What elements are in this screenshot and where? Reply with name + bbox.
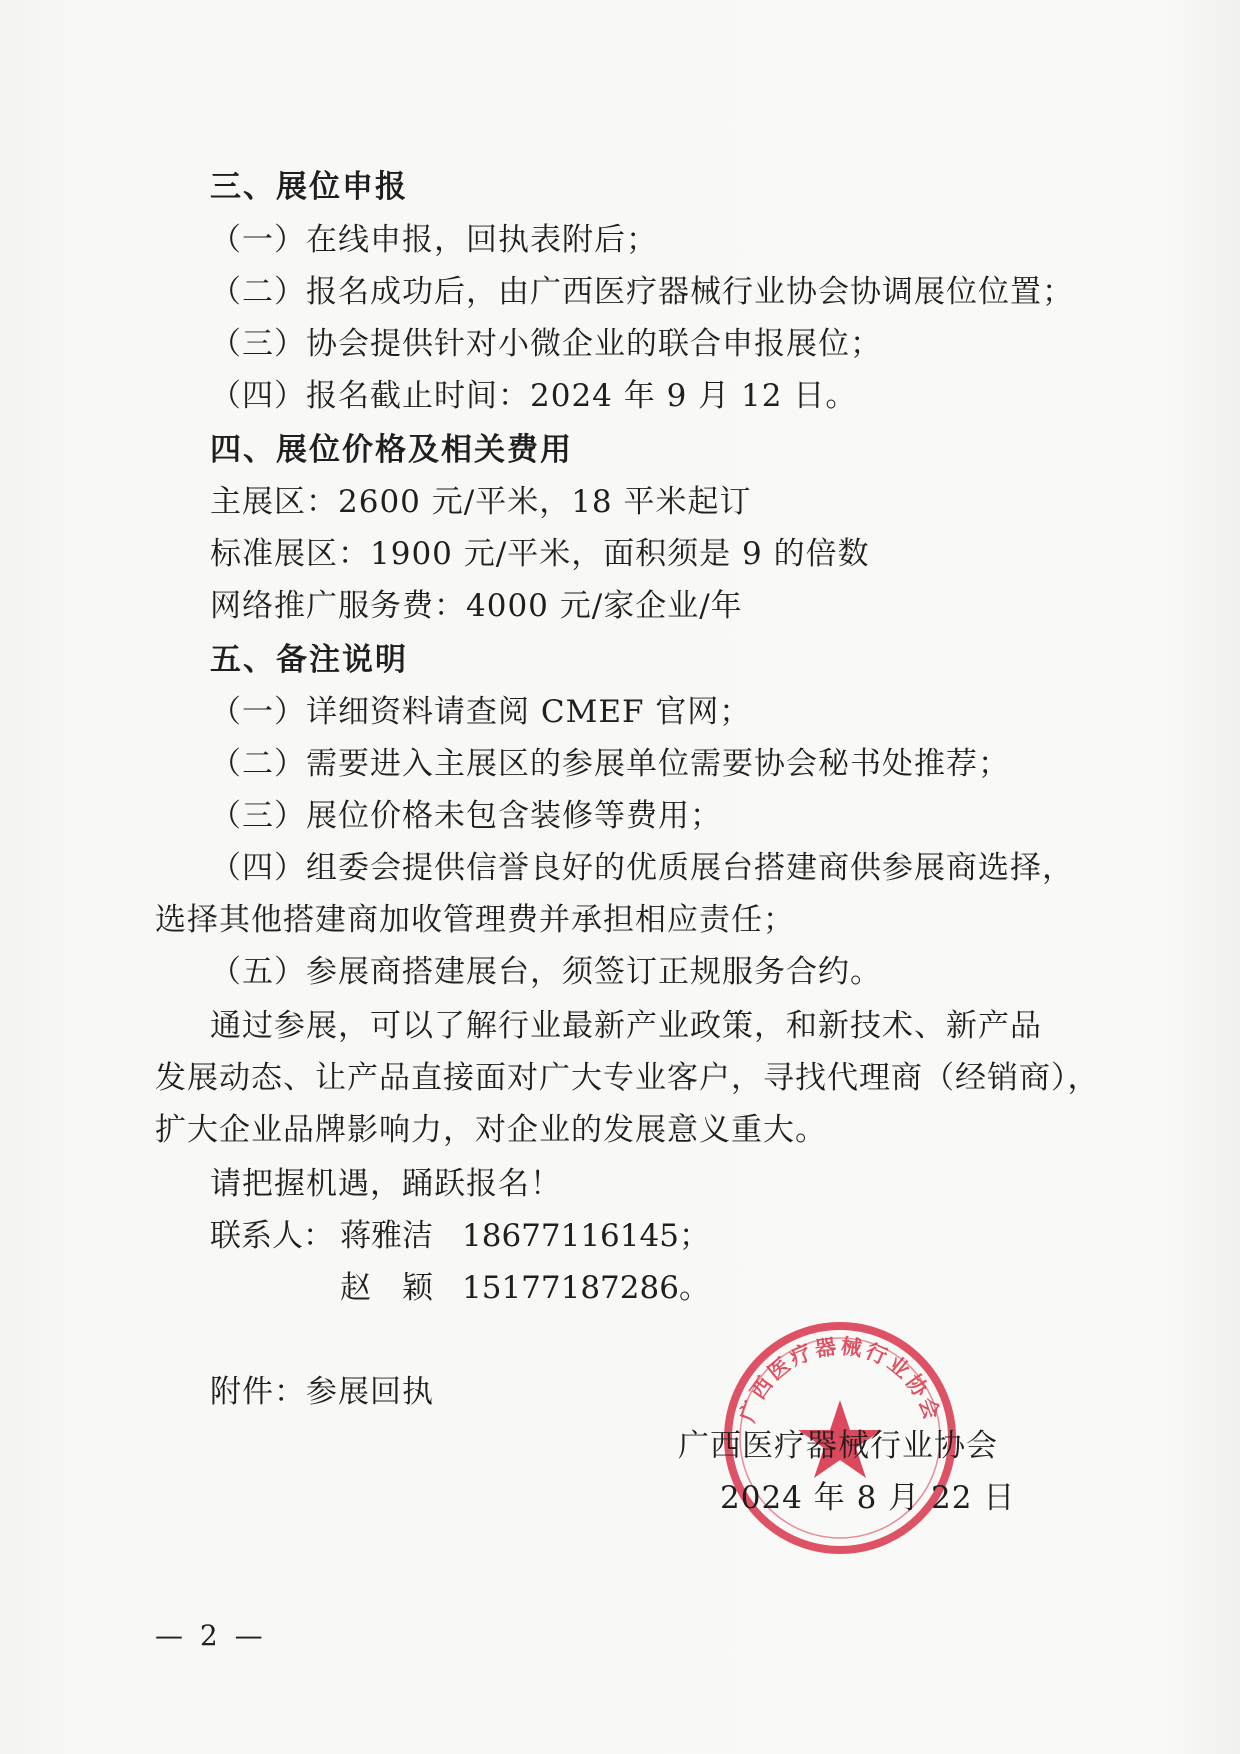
closing-line-2: 发展动态、让产品直接面对广大专业客户，寻找代理商（经销商）， bbox=[155, 1060, 1100, 1096]
section-3-item-1: （一）在线申报，回执表附后； bbox=[210, 222, 658, 258]
call-to-action: 请把握机遇，踊跃报名！ bbox=[210, 1166, 562, 1202]
section-5-item-3: （三）展位价格未包含装修等费用； bbox=[210, 798, 722, 834]
contact-name-1: 蒋雅洁 bbox=[340, 1218, 433, 1254]
section-4-item-3: 网络推广服务费：4000 元/家企业/年 bbox=[210, 588, 743, 624]
section-heading-5: 五、备注说明 bbox=[210, 642, 408, 678]
section-4-item-2: 标准展区：1900 元/平米，面积须是 9 的倍数 bbox=[210, 536, 870, 572]
seal-text: 广西医疗器械行业协会 bbox=[735, 1334, 945, 1426]
contact-label: 联系人： bbox=[210, 1218, 334, 1254]
section-4-item-1: 主展区：2600 元/平米，18 平米起订 bbox=[210, 484, 752, 520]
section-5-item-4: （四）组委会提供信誉良好的优质展台搭建商供参展商选择， bbox=[210, 850, 1074, 886]
contact-phone-2: 15177187286。 bbox=[462, 1270, 710, 1306]
contact-name-2: 赵 颖 bbox=[340, 1270, 433, 1306]
section-3-item-2: （二）报名成功后，由广西医疗器械行业协会协调展位位置； bbox=[210, 274, 1074, 310]
signature-date: 2024 年 8 月 22 日 bbox=[720, 1480, 1016, 1516]
section-3-item-4: （四）报名截止时间：2024 年 9 月 12 日。 bbox=[210, 378, 858, 414]
section-5-item-2: （二）需要进入主展区的参展单位需要协会秘书处推荐； bbox=[210, 746, 1010, 782]
section-heading-3: 三、展位申报 bbox=[210, 169, 408, 205]
signature-org: 广西医疗器械行业协会 bbox=[678, 1428, 998, 1464]
section-heading-4: 四、展位价格及相关费用 bbox=[210, 432, 573, 468]
page-number: — 2 — bbox=[155, 1619, 267, 1652]
section-5-item-4-cont: 选择其他搭建商加收管理费并承担相应责任； bbox=[155, 902, 795, 938]
attachment-note: 附件：参展回执 bbox=[210, 1374, 434, 1410]
closing-line-1: 通过参展，可以了解行业最新产业政策，和新技术、新产品 bbox=[210, 1008, 1042, 1044]
section-5-item-1: （一）详细资料请查阅 CMEF 官网； bbox=[210, 694, 752, 730]
closing-line-3: 扩大企业品牌影响力，对企业的发展意义重大。 bbox=[155, 1112, 827, 1148]
section-3-item-3: （三）协会提供针对小微企业的联合申报展位； bbox=[210, 326, 882, 362]
section-5-item-5: （五）参展商搭建展台，须签订正规服务合约。 bbox=[210, 954, 882, 990]
contact-phone-1: 18677116145； bbox=[462, 1218, 710, 1254]
